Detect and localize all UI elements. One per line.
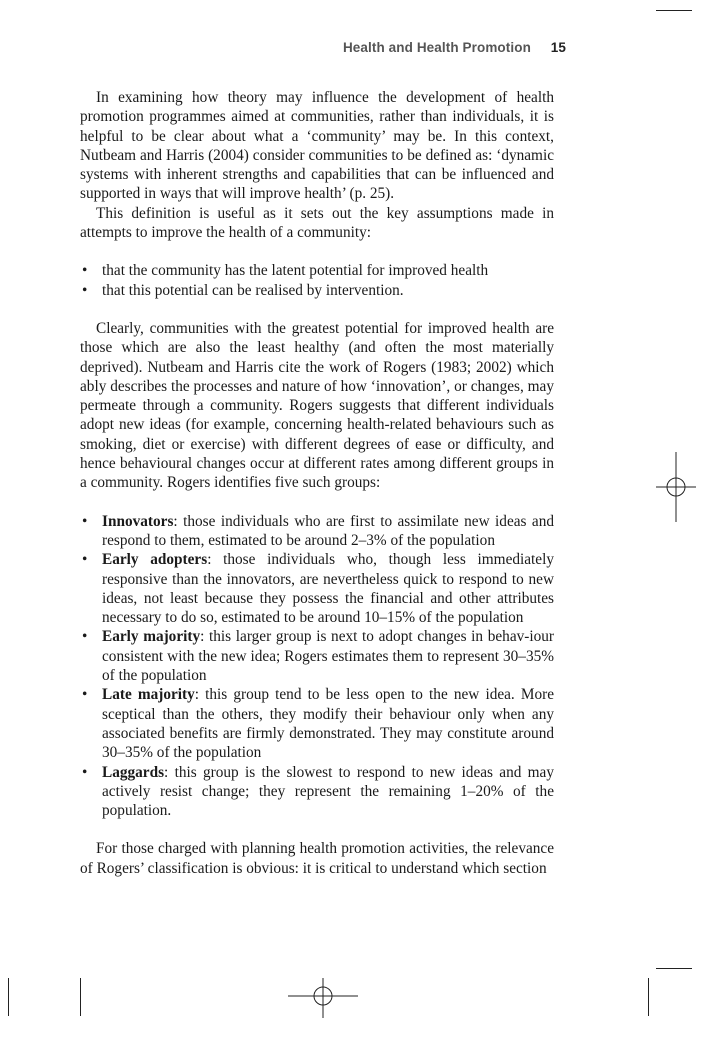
spacer bbox=[80, 820, 554, 839]
list-item bbox=[80, 512, 554, 551]
group-term: Laggards bbox=[102, 763, 165, 781]
crop-mark-top-right bbox=[656, 10, 692, 11]
page-number: 15 bbox=[550, 40, 566, 55]
paragraph-rogers-innovation: Clearly, communities with the greatest potential for improved health are those which are also the least healthy (and often the most materially deprived). Nutbeam and Harris cite the work of Rogers (1983; 2002) which ably describes the processes and nature of how ‘innovation’, or changes, may permeate through a community. Rogers suggests that different individuals adopt new ideas (for example, concerning health-related behaviours such as smoking, diet or exercise) with different degrees of ease or difficulty, and hence behavioural changes occur at different rates among different groups in a community. Rogers identifies five such groups: bbox=[80, 319, 554, 492]
spacer bbox=[80, 493, 554, 512]
group-description: : those individuals who are first to assimilate new ideas and respond to them, estimated to be around 2–3% of the population bbox=[102, 512, 554, 549]
running-head bbox=[80, 40, 566, 55]
running-head-title: Health and Health Promotion bbox=[342, 40, 531, 55]
paragraph-community-definition: In examining how theory may influence the development of health promotion programmes aimed at communities, rather than individuals, it is helpful to be clear about what a ‘community’ may be. In this context, Nutbeam and Harris (2004) consider communities to be defined as: ‘dynamic systems with inherent strengths and capabilities that can be influenced and supported in ways that will improve health’ (p. 25). bbox=[80, 89, 554, 203]
crop-mark-bottom-left bbox=[8, 978, 9, 1016]
group-term: Early majority bbox=[102, 628, 201, 646]
list-item bbox=[80, 763, 554, 821]
group-description: : this group tend to be less open to the new idea. More sceptical than the others, they modify their behaviour only when any associated benefits are firmly demonstrated. They may constitute around 30–35% of the population bbox=[102, 686, 554, 762]
spacer bbox=[80, 300, 554, 319]
assumptions-list bbox=[80, 261, 554, 300]
crop-mark-bottom-left-inner bbox=[80, 978, 81, 1016]
paragraph-assumptions-intro: This definition is useful as it sets out the key assumptions made in attempts to improve the health of a community: bbox=[80, 204, 554, 242]
spacer bbox=[80, 242, 554, 261]
group-term: Late majority bbox=[102, 686, 195, 704]
group-term: Early adopters bbox=[102, 551, 208, 569]
group-description: : this larger group is next to adopt changes in behav-iour consistent with the new idea; Rogers estimates them to represent 30–35% of the population bbox=[102, 628, 554, 685]
list-item: • that this potential can be realised by intervention. bbox=[80, 281, 554, 300]
adopter-groups-list bbox=[80, 512, 554, 821]
body-text bbox=[80, 88, 554, 878]
group-term: Innovators bbox=[102, 512, 174, 530]
registration-mark-icon bbox=[288, 978, 358, 1018]
group-description: : this group is the slowest to respond to new ideas and may actively resist change; they represent the remaining 1–20% of the population. bbox=[102, 763, 554, 820]
crop-mark-bottom-right-inner bbox=[648, 978, 649, 1016]
list-item bbox=[80, 627, 554, 685]
registration-mark-icon bbox=[656, 452, 696, 522]
crop-mark-bottom-right bbox=[656, 968, 692, 969]
list-item: • that the community has the latent potential for improved health bbox=[80, 261, 554, 280]
paragraph-relevance: For those charged with planning health promotion activities, the relevance of Rogers’ classification is obvious: it is critical to understand which section bbox=[80, 840, 554, 877]
group-description: : those individuals who, though less immediately responsive than the innovators, are nevertheless quick to respond to new ideas, not least because they possess the financial and other attributes necessary to do so, estimated to be around 10–15% of the population bbox=[102, 551, 554, 627]
list-item bbox=[80, 685, 554, 762]
list-item bbox=[80, 550, 554, 627]
